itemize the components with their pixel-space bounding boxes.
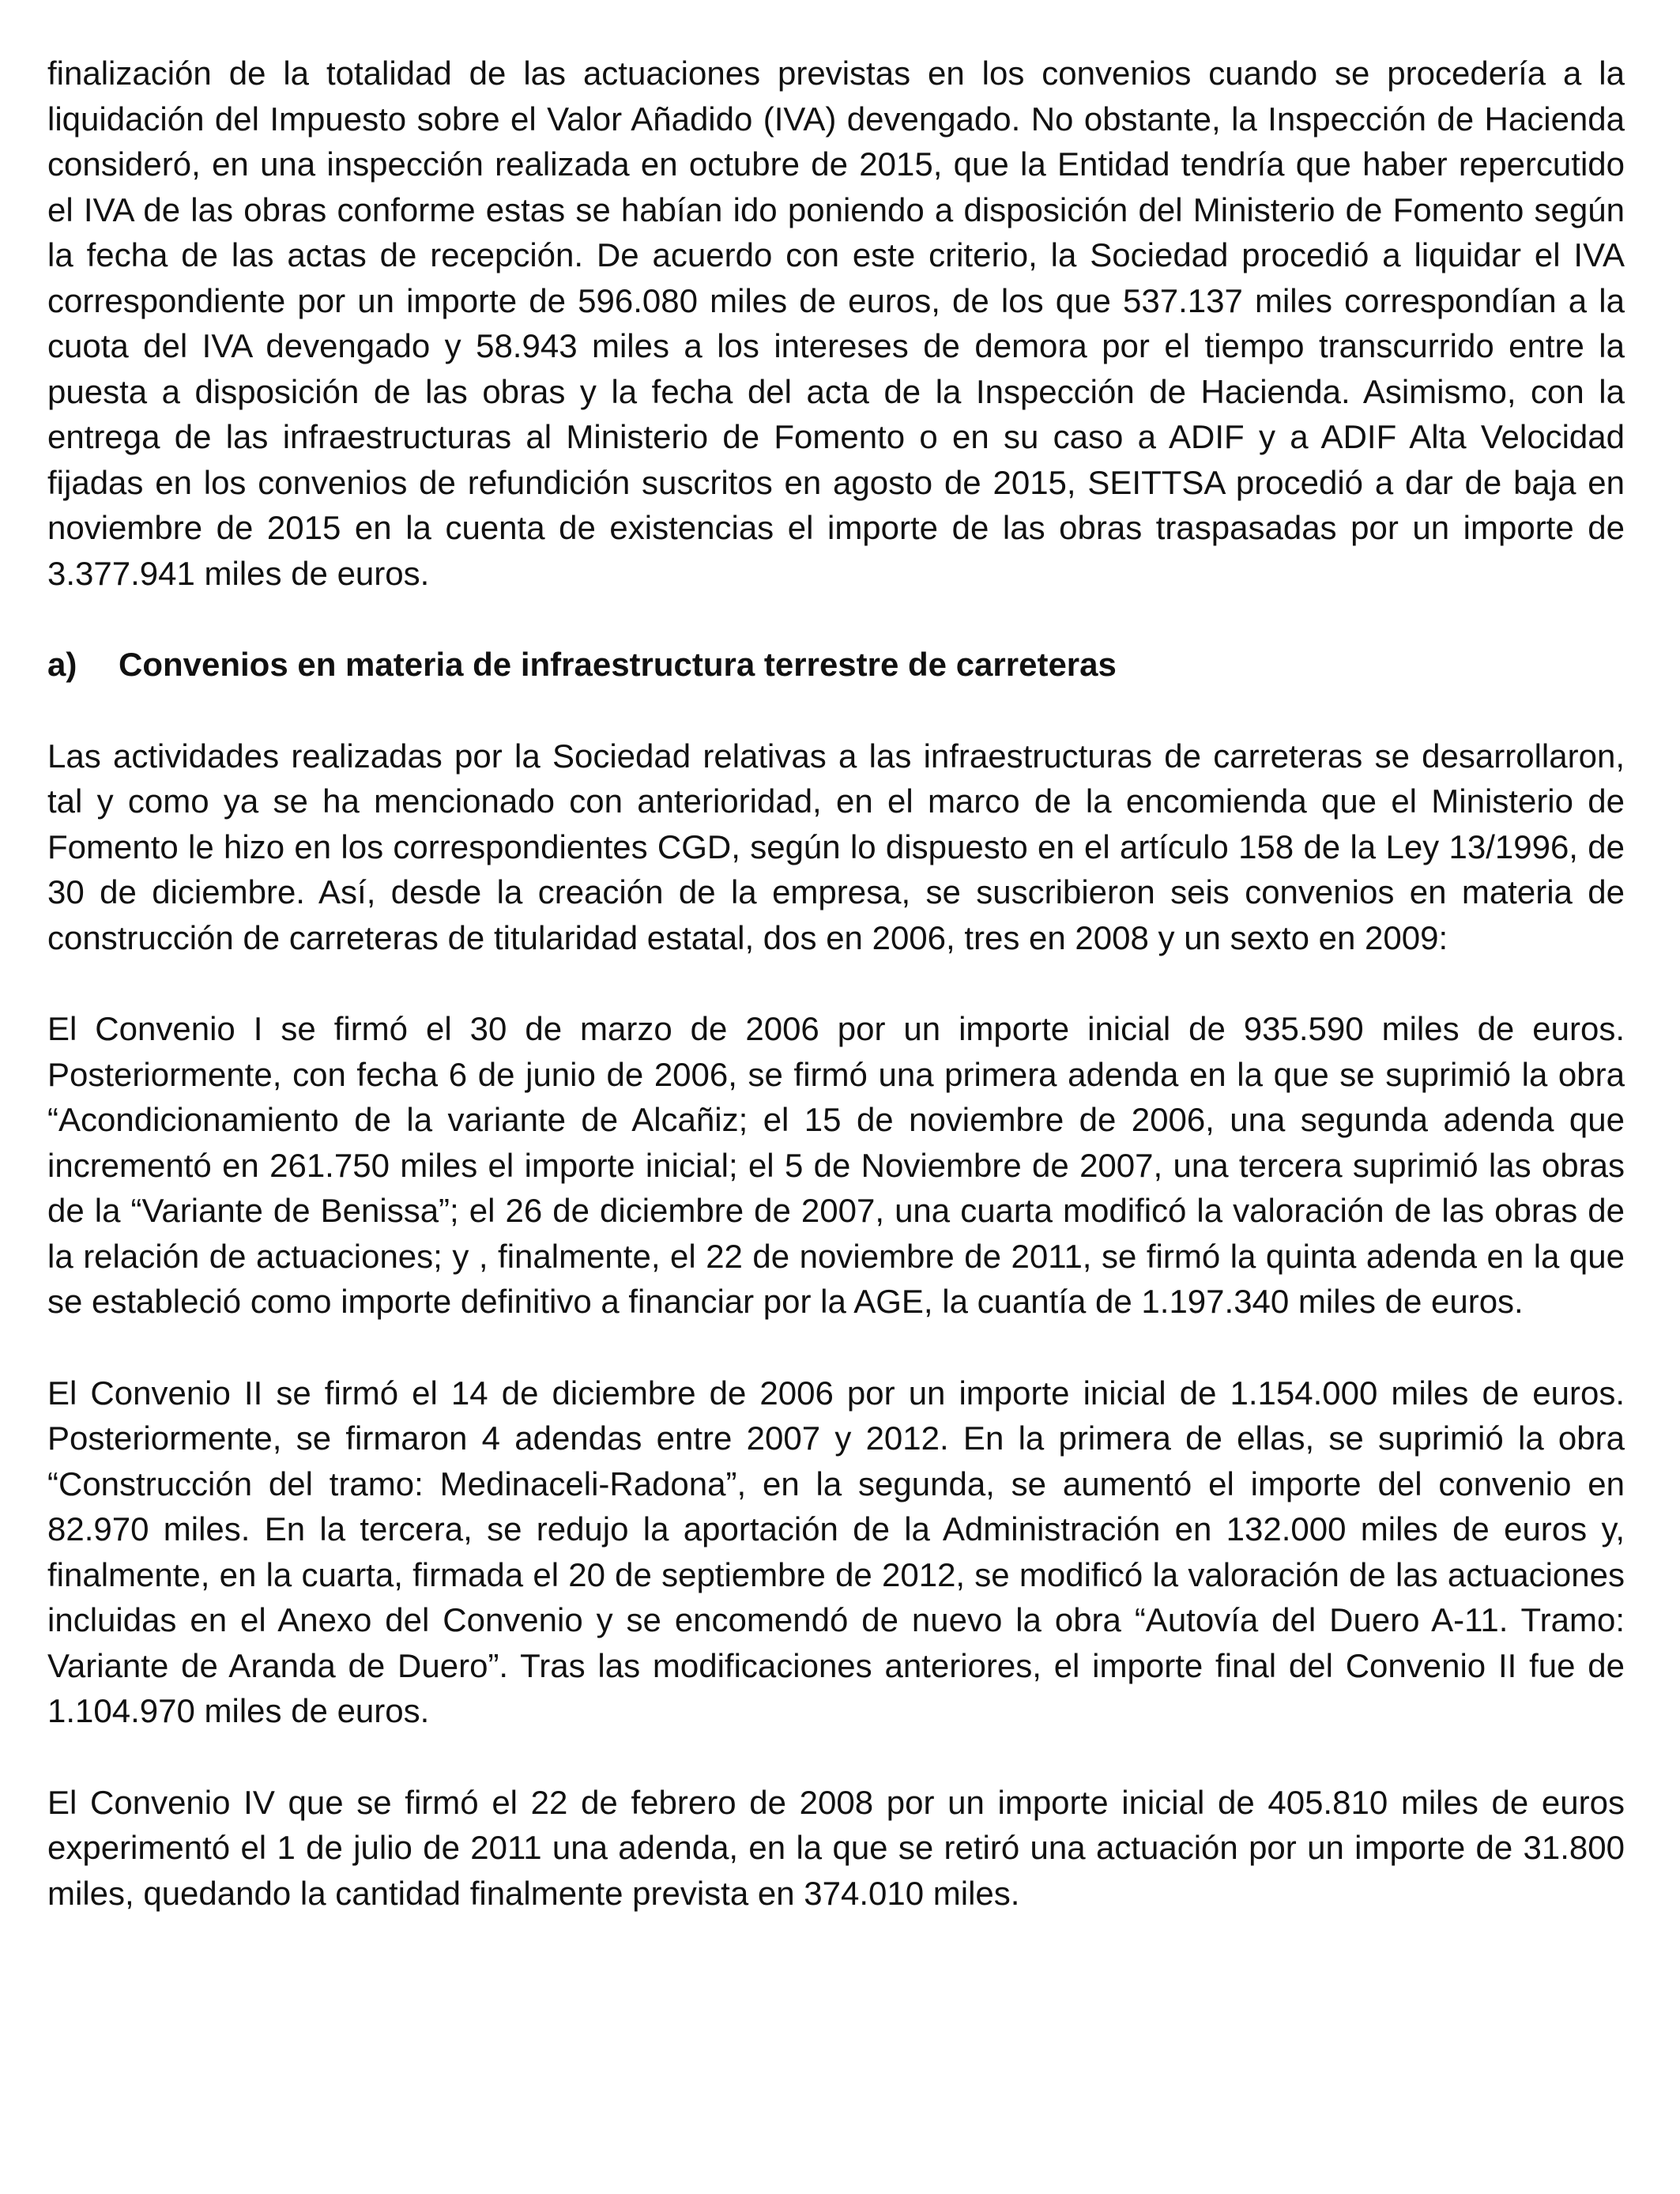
section-heading-title: Convenios en materia de infraestructura terrestre de carreteras — [119, 646, 1117, 683]
section-heading — [47, 642, 1625, 688]
paragraph-convenio-iv: El Convenio IV que se firmó el 22 de febrero de 2008 por un importe inicial de 405.810 miles de euros experimentó el 1 de julio de 2011 una adenda, en la que se retiró una actuación por un importe de 31.800 miles, quedando la cantidad finalmente prevista en 374.010 miles. — [47, 1783, 1625, 1912]
paragraph-gap — [47, 960, 1625, 1006]
paragraph-gap — [47, 1325, 1625, 1370]
paragraph-gap — [47, 596, 1625, 642]
paragraph-convenio-i: El Convenio I se firmó el 30 de marzo de 2006 por un importe inicial de 935.590 miles de euros. Posteriormente, con fecha 6 de junio de 2006, se firmó una primera adenda en la que se suprimió la obra “Acondicionamiento de la variante de Alcañiz; el 15 de noviembre de 2006, una segunda adenda que incrementó en 261.750 miles el importe inicial; el 5 de Noviembre de 2007, una tercera suprimió las obras de la “Variante de Benissa”; el 26 de diciembre de 2007, una cuarta modificó la valoración de las obras de la relación de actuaciones; y , finalmente, el 22 de noviembre de 2011, se firmó la quinta adenda en la que se estableció como importe definitivo a financiar por la AGE, la cuantía de 1.197.340 miles de euros. — [47, 1010, 1625, 1320]
paragraph-iva-liquidation: finalización de la totalidad de las actuaciones previstas en los convenios cuando se procedería a la liquidación del Impuesto sobre el Valor Añadido (IVA) devengado. No obstante, la Inspección de Hacienda consideró, en una inspección realizada en octubre de 2015, que la Entidad tendría que haber repercutido el IVA de las obras conforme estas se habían ido poniendo a disposición del Ministerio de Fomento según la fecha de las actas de recepción. De acuerdo con este criterio, la Sociedad procedió a liquidar el IVA correspondiente por un importe de 596.080 miles de euros, de los que 537.137 miles correspondían a la cuota del IVA devengado y 58.943 miles a los intereses de demora por el tiempo transcurrido entre la puesta a disposición de las obras y la fecha del acta de la Inspección de Hacienda. Asimismo, con la entrega de las infraestructuras al Ministerio de Fomento o en su caso a ADIF y a ADIF Alta Velocidad fijadas en los convenios de refundición suscritos en agosto de 2015, SEITTSA procedió a dar de baja en noviembre de 2015 en la cuenta de existencias el importe de las obras traspasadas por un importe de 3.377.941 miles de euros. — [47, 55, 1625, 592]
paragraph-gap — [47, 688, 1625, 733]
paragraph-gap — [47, 1734, 1625, 1780]
paragraph-road-activities: Las actividades realizadas por la Sociedad relativas a las infraestructuras de carreteras se desarrollaron, tal y como ya se ha mencionado con anterioridad, en el marco de la encomienda que el Ministerio de Fomento le hizo en los correspondientes CGD, según lo dispuesto en el artículo 158 de la Ley 13/1996, de 30 de diciembre. Así, desde la creación de la empresa, se suscribieron seis convenios en materia de construcción de carreteras de titularidad estatal, dos en 2006, tres en 2008 y un sexto en 2009: — [47, 737, 1625, 956]
document-page — [47, 51, 1625, 1916]
section-heading-marker: a) — [47, 646, 77, 683]
paragraph-convenio-ii: El Convenio II se firmó el 14 de diciembre de 2006 por un importe inicial de 1.154.000 miles de euros. Posteriormente, se firmaron 4 adendas entre 2007 y 2012. En la primera de ellas, se suprimió la obra “Construcción del tramo: Medinaceli-Radona”, en la segunda, se aumentó el importe del convenio en 82.970 miles. En la tercera, se redujo la aportación de la Administración en 132.000 miles de euros y, finalmente, en la cuarta, firmada el 20 de septiembre de 2012, se modificó la valoración de las actuaciones incluidas en el Anexo del Convenio y se encomendó de nuevo la obra “Autovía del Duero A-11. Tramo: Variante de Aranda de Duero”. Tras las modificaciones anteriores, el importe final del Convenio II fue de 1.104.970 miles de euros. — [47, 1374, 1625, 1729]
